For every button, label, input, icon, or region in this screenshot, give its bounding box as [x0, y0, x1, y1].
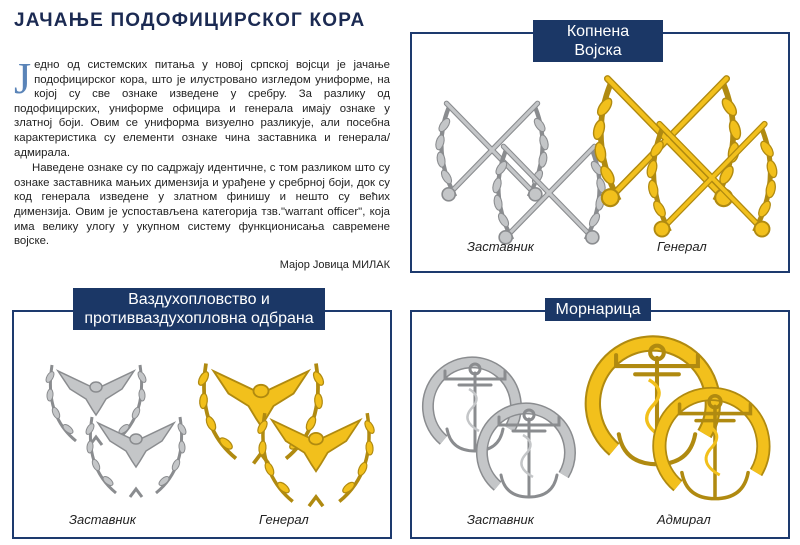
silver-eagle-wreath-icon-2	[76, 392, 196, 502]
silver-anchor-wreath-icon-2	[474, 400, 584, 510]
air-panel-title-line1: Ваздухопловство и	[128, 291, 270, 308]
article-author: Мајор Јовица МИЛАК	[279, 259, 390, 271]
navy-right-caption: Адмирал	[657, 512, 711, 527]
paragraph-1-text: едно од системских питања у новој српској војсци је јачање подофицирског кора, што је илустровано изгледом униформе, на којој су све ознаке изведене у сребру. За разлику од подофицирских, униформе официра и генерала имају ознаке у златној боји. Овим се униформа визуелно разликује, али посебна карактеристика су елементи ознаке чина заставника и генерала/адмирала.	[14, 59, 390, 159]
air-panel	[12, 310, 392, 539]
paragraph-1	[14, 54, 390, 160]
navy-panel-title: Морнарица	[545, 298, 651, 321]
air-right-caption: Генерал	[259, 512, 309, 527]
air-panel-title	[73, 288, 325, 330]
article-body	[14, 54, 390, 249]
air-left-caption: Заставник	[69, 512, 136, 527]
drop-cap: Ј	[14, 54, 32, 103]
army-left-caption: Заставник	[467, 239, 534, 254]
gold-sabers-wreath-icon-2	[637, 104, 787, 254]
army-panel-title: Копнена Војска	[533, 20, 663, 62]
paragraph-2: Наведене ознаке су по садржају идентичне, с том разликом што су ознаке заставника мањих димензија и урађене у сребрној боји, док су код генерала изведене у златном финишу и нешто су већих димензија. Овим је успостављена категорија тзв."warrant officer", која има велику улогу у укупном систему функционисања савремене војске.	[14, 162, 390, 248]
army-right-caption: Генерал	[657, 239, 707, 254]
navy-left-caption: Заставник	[467, 512, 534, 527]
gold-eagle-wreath-icon-2	[246, 384, 386, 512]
army-panel	[410, 32, 790, 273]
air-panel-title-line2: противваздухопловна одбрана	[84, 310, 314, 327]
navy-panel	[410, 310, 790, 539]
gold-anchor-wreath-icon-2	[650, 384, 780, 514]
article-title: ЈАЧАЊЕ ПОДОФИЦИРСКОГ КОРА	[14, 10, 366, 31]
